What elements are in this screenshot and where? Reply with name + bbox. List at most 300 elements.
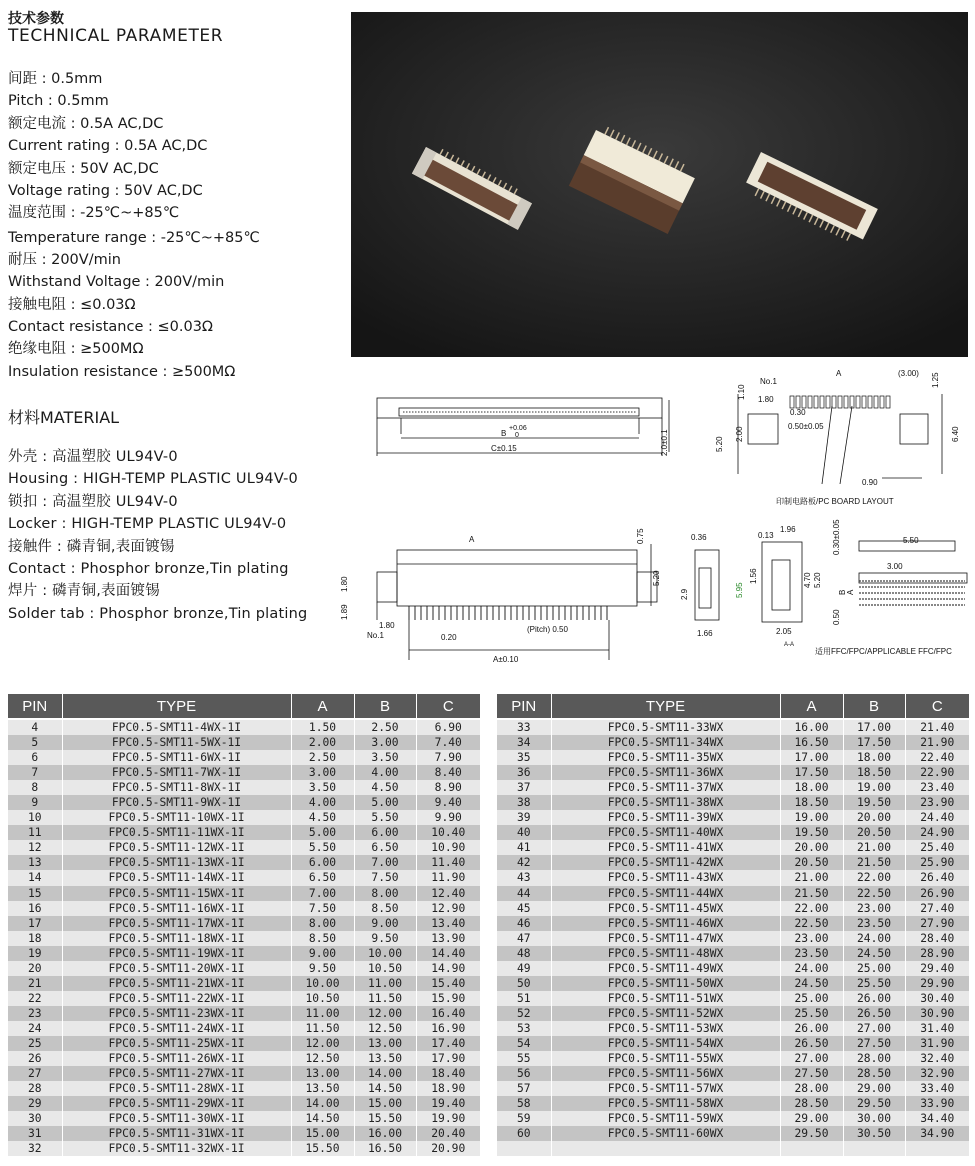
pin-cell: 34 bbox=[497, 735, 551, 750]
b-cell: 30.00 bbox=[843, 1111, 905, 1126]
side-dim-29: 2.9 bbox=[680, 588, 689, 600]
section-aa-drawing bbox=[732, 520, 822, 650]
table-row bbox=[497, 765, 969, 780]
type-cell: FPC0.5-SMT11-8WX-1I bbox=[62, 780, 291, 795]
c-cell: 10.40 bbox=[416, 825, 480, 840]
b-cell: 7.00 bbox=[354, 855, 416, 870]
b-cell: 23.00 bbox=[843, 901, 905, 916]
a-cell: 22.00 bbox=[780, 901, 843, 916]
material-list bbox=[8, 446, 307, 625]
type-cell: FPC0.5-SMT11-35WX bbox=[551, 750, 780, 765]
pin-cell: 28 bbox=[8, 1081, 62, 1096]
table-row bbox=[497, 1111, 969, 1126]
table-row bbox=[497, 825, 969, 840]
a-cell: 13.50 bbox=[291, 1081, 354, 1096]
pin-cell: 17 bbox=[8, 916, 62, 931]
pin-cell: 41 bbox=[497, 840, 551, 855]
pin-cell: 26 bbox=[8, 1051, 62, 1066]
c-cell: 33.40 bbox=[905, 1081, 969, 1096]
b-cell: 22.00 bbox=[843, 870, 905, 885]
fpc-caption: 适用FFC/FPC/APPLICABLE FFC/FPC bbox=[815, 647, 952, 656]
fpc-dim-050: 0.50 bbox=[832, 609, 841, 625]
c-cell: 31.40 bbox=[905, 1021, 969, 1036]
side-dim-166: 1.66 bbox=[697, 629, 713, 638]
dim-b-tol-dn: 0 bbox=[515, 432, 519, 439]
pcb-dim-a: A bbox=[836, 369, 842, 378]
a-cell: 6.00 bbox=[291, 855, 354, 870]
a-cell: 22.50 bbox=[780, 916, 843, 931]
b-cell: 23.50 bbox=[843, 916, 905, 931]
pin-cell: 33 bbox=[497, 719, 551, 735]
c-cell: 33.90 bbox=[905, 1096, 969, 1111]
table-row bbox=[8, 1141, 480, 1156]
table-row bbox=[8, 855, 480, 870]
b-cell: 18.50 bbox=[843, 765, 905, 780]
a-cell: 1.50 bbox=[291, 719, 354, 735]
c-cell: 15.90 bbox=[416, 991, 480, 1006]
type-cell: FPC0.5-SMT11-16WX-1I bbox=[62, 901, 291, 916]
pin-cell: 8 bbox=[8, 780, 62, 795]
col-header-b: B bbox=[354, 694, 416, 719]
type-cell: FPC0.5-SMT11-44WX bbox=[551, 886, 780, 901]
b-cell: 20.50 bbox=[843, 825, 905, 840]
a-cell bbox=[780, 1141, 843, 1156]
type-cell: FPC0.5-SMT11-37WX bbox=[551, 780, 780, 795]
pin-cell: 46 bbox=[497, 916, 551, 931]
c-cell: 34.40 bbox=[905, 1111, 969, 1126]
sec-dim-520: 5.20 bbox=[813, 572, 822, 588]
col-header-pin: PIN bbox=[497, 694, 551, 719]
table-row bbox=[497, 916, 969, 931]
table-row bbox=[8, 795, 480, 810]
type-cell: FPC0.5-SMT11-53WX bbox=[551, 1021, 780, 1036]
b-cell: 19.00 bbox=[843, 780, 905, 795]
type-cell: FPC0.5-SMT11-47WX bbox=[551, 931, 780, 946]
table-row bbox=[8, 1111, 480, 1126]
b-cell: 12.00 bbox=[354, 1006, 416, 1021]
b-cell: 29.50 bbox=[843, 1096, 905, 1111]
type-cell: FPC0.5-SMT11-55WX bbox=[551, 1051, 780, 1066]
pcb-dim-050: 0.50±0.05 bbox=[788, 422, 824, 431]
b-cell: 16.50 bbox=[354, 1141, 416, 1156]
c-cell: 16.40 bbox=[416, 1006, 480, 1021]
c-cell: 22.40 bbox=[905, 750, 969, 765]
type-cell: FPC0.5-SMT11-15WX-1I bbox=[62, 886, 291, 901]
b-cell: 2.50 bbox=[354, 719, 416, 735]
c-cell: 25.40 bbox=[905, 840, 969, 855]
a-cell: 29.50 bbox=[780, 1126, 843, 1141]
type-cell: FPC0.5-SMT11-30WX-1I bbox=[62, 1111, 291, 1126]
b-cell: 30.50 bbox=[843, 1126, 905, 1141]
b-cell: 28.00 bbox=[843, 1051, 905, 1066]
table-row bbox=[497, 991, 969, 1006]
type-cell: FPC0.5-SMT11-32WX-1I bbox=[62, 1141, 291, 1156]
param-line: 耐压 : 200V/min bbox=[8, 251, 121, 268]
param-line: 绝缘电阻 : ≥500MΩ bbox=[8, 341, 144, 358]
type-cell: FPC0.5-SMT11-38WX bbox=[551, 795, 780, 810]
b-cell: 11.00 bbox=[354, 976, 416, 991]
b-cell: 13.50 bbox=[354, 1051, 416, 1066]
a-cell: 2.00 bbox=[291, 735, 354, 750]
b-cell: 21.00 bbox=[843, 840, 905, 855]
table-row bbox=[497, 780, 969, 795]
a-cell: 27.00 bbox=[780, 1051, 843, 1066]
table-row bbox=[8, 1081, 480, 1096]
c-cell: 17.90 bbox=[416, 1051, 480, 1066]
spec-table-left bbox=[8, 694, 480, 1156]
table-row bbox=[8, 1021, 480, 1036]
pin-cell: 47 bbox=[497, 931, 551, 946]
c-cell: 7.40 bbox=[416, 735, 480, 750]
c-cell: 17.40 bbox=[416, 1036, 480, 1051]
c-cell: 29.90 bbox=[905, 976, 969, 991]
a-cell: 12.50 bbox=[291, 1051, 354, 1066]
c-cell: 26.90 bbox=[905, 886, 969, 901]
a-cell: 18.00 bbox=[780, 780, 843, 795]
c-cell: 27.40 bbox=[905, 901, 969, 916]
c-cell: 14.90 bbox=[416, 961, 480, 976]
pin-cell: 32 bbox=[8, 1141, 62, 1156]
front-dim-180b: 1.80 bbox=[379, 621, 395, 630]
param-line: Current rating : 0.5A AC,DC bbox=[8, 138, 208, 155]
material-line: Solder tab : Phosphor bronze,Tin plating bbox=[8, 605, 308, 622]
table-row bbox=[8, 825, 480, 840]
type-cell: FPC0.5-SMT11-59WX bbox=[551, 1111, 780, 1126]
pin-cell: 54 bbox=[497, 1036, 551, 1051]
param-line: Pitch : 0.5mm bbox=[8, 93, 109, 110]
pin-cell: 37 bbox=[497, 780, 551, 795]
b-cell: 6.00 bbox=[354, 825, 416, 840]
c-cell: 16.90 bbox=[416, 1021, 480, 1036]
dim-height: 2.0±0.1 bbox=[660, 429, 669, 456]
table-row bbox=[8, 991, 480, 1006]
a-cell: 16.50 bbox=[780, 735, 843, 750]
material-line: 接触件 : 磷青铜,表面镀锡 bbox=[8, 538, 175, 555]
pin-cell: 48 bbox=[497, 946, 551, 961]
a-cell: 17.00 bbox=[780, 750, 843, 765]
type-cell: FPC0.5-SMT11-9WX-1I bbox=[62, 795, 291, 810]
b-cell bbox=[843, 1141, 905, 1156]
sec-dim-196: 1.96 bbox=[780, 525, 796, 534]
table-row bbox=[497, 735, 969, 750]
pcb-dim-200: 2.00 bbox=[735, 426, 744, 442]
dim-b: B bbox=[501, 429, 507, 438]
a-cell: 14.00 bbox=[291, 1096, 354, 1111]
pin-cell: 23 bbox=[8, 1006, 62, 1021]
front-no1: No.1 bbox=[367, 631, 384, 640]
table-row bbox=[497, 1141, 969, 1156]
type-cell: FPC0.5-SMT11-41WX bbox=[551, 840, 780, 855]
a-cell: 7.00 bbox=[291, 886, 354, 901]
a-cell: 4.00 bbox=[291, 795, 354, 810]
front-dim-075: 0.75 bbox=[636, 528, 645, 544]
b-cell: 8.50 bbox=[354, 901, 416, 916]
a-cell: 12.00 bbox=[291, 1036, 354, 1051]
material-line: Locker : HIGH-TEMP PLASTIC UL94V-0 bbox=[8, 516, 287, 533]
col-header-c: C bbox=[905, 694, 969, 719]
c-cell: 8.90 bbox=[416, 780, 480, 795]
param-line: Voltage rating : 50V AC,DC bbox=[8, 182, 203, 199]
table-row bbox=[8, 750, 480, 765]
table-row bbox=[8, 735, 480, 750]
type-cell: FPC0.5-SMT11-40WX bbox=[551, 825, 780, 840]
c-cell: 11.90 bbox=[416, 870, 480, 885]
pin-cell: 18 bbox=[8, 931, 62, 946]
b-cell: 5.50 bbox=[354, 810, 416, 825]
b-cell: 27.00 bbox=[843, 1021, 905, 1036]
pin-cell: 9 bbox=[8, 795, 62, 810]
c-cell: 15.40 bbox=[416, 976, 480, 991]
type-cell: FPC0.5-SMT11-45WX bbox=[551, 901, 780, 916]
type-cell: FPC0.5-SMT11-7WX-1I bbox=[62, 765, 291, 780]
spec-table-right bbox=[497, 694, 969, 1156]
b-cell: 21.50 bbox=[843, 855, 905, 870]
c-cell: 19.90 bbox=[416, 1111, 480, 1126]
c-cell: 9.90 bbox=[416, 810, 480, 825]
fpc-dim-300: 3.00 bbox=[887, 562, 903, 571]
a-cell: 26.00 bbox=[780, 1021, 843, 1036]
table-row bbox=[8, 1006, 480, 1021]
b-cell: 15.50 bbox=[354, 1111, 416, 1126]
table-row bbox=[497, 750, 969, 765]
table-row bbox=[497, 1006, 969, 1021]
c-cell: 27.90 bbox=[905, 916, 969, 931]
b-cell: 18.00 bbox=[843, 750, 905, 765]
b-cell: 10.00 bbox=[354, 946, 416, 961]
a-cell: 2.50 bbox=[291, 750, 354, 765]
sec-dim-470: 4.70 bbox=[803, 572, 812, 588]
side-dim-036: 0.36 bbox=[691, 533, 707, 542]
sec-dim-595: 5.95 bbox=[735, 582, 744, 598]
type-cell: FPC0.5-SMT11-25WX-1I bbox=[62, 1036, 291, 1051]
a-cell: 5.50 bbox=[291, 840, 354, 855]
c-cell: 28.90 bbox=[905, 946, 969, 961]
b-cell: 12.50 bbox=[354, 1021, 416, 1036]
pin-cell: 27 bbox=[8, 1066, 62, 1081]
front-dim-020: 0.20 bbox=[441, 633, 457, 642]
type-cell: FPC0.5-SMT11-60WX bbox=[551, 1126, 780, 1141]
param-line: Contact resistance : ≤0.03Ω bbox=[8, 318, 213, 335]
pin-cell: 12 bbox=[8, 840, 62, 855]
a-cell: 7.50 bbox=[291, 901, 354, 916]
a-cell: 24.00 bbox=[780, 961, 843, 976]
pin-cell: 21 bbox=[8, 976, 62, 991]
param-line: 接触电阻 : ≤0.03Ω bbox=[8, 296, 136, 313]
front-view-drawing bbox=[337, 520, 667, 670]
table-row bbox=[8, 810, 480, 825]
pcb-dim-110: 1.10 bbox=[737, 384, 746, 400]
a-cell: 15.50 bbox=[291, 1141, 354, 1156]
table-row bbox=[8, 1036, 480, 1051]
pin-cell: 56 bbox=[497, 1066, 551, 1081]
pin-cell: 15 bbox=[8, 886, 62, 901]
a-cell: 9.00 bbox=[291, 946, 354, 961]
a-cell: 25.00 bbox=[780, 991, 843, 1006]
table-row bbox=[8, 765, 480, 780]
pin-cell: 40 bbox=[497, 825, 551, 840]
fpc-drawing bbox=[815, 515, 975, 660]
c-cell: 22.90 bbox=[905, 765, 969, 780]
b-cell: 14.50 bbox=[354, 1081, 416, 1096]
c-cell: 29.40 bbox=[905, 961, 969, 976]
a-cell: 14.50 bbox=[291, 1111, 354, 1126]
pcb-no1: No.1 bbox=[760, 377, 777, 386]
param-line: Withstand Voltage : 200V/min bbox=[8, 274, 225, 291]
pin-cell: 51 bbox=[497, 991, 551, 1006]
pin-cell: 44 bbox=[497, 886, 551, 901]
c-cell: 32.40 bbox=[905, 1051, 969, 1066]
pin-cell: 20 bbox=[8, 961, 62, 976]
pcb-dim-125: 1.25 bbox=[931, 372, 940, 388]
a-cell: 4.50 bbox=[291, 810, 354, 825]
b-cell: 20.00 bbox=[843, 810, 905, 825]
type-cell: FPC0.5-SMT11-6WX-1I bbox=[62, 750, 291, 765]
table-row bbox=[497, 946, 969, 961]
c-cell: 18.40 bbox=[416, 1066, 480, 1081]
c-cell: 12.90 bbox=[416, 901, 480, 916]
table-row bbox=[8, 719, 480, 735]
col-header-a: A bbox=[291, 694, 354, 719]
type-cell: FPC0.5-SMT11-31WX-1I bbox=[62, 1126, 291, 1141]
c-cell: 18.90 bbox=[416, 1081, 480, 1096]
a-cell: 28.50 bbox=[780, 1096, 843, 1111]
b-cell: 7.50 bbox=[354, 870, 416, 885]
table-row bbox=[497, 1066, 969, 1081]
pin-cell: 50 bbox=[497, 976, 551, 991]
b-cell: 22.50 bbox=[843, 886, 905, 901]
table-row bbox=[8, 1096, 480, 1111]
type-cell: FPC0.5-SMT11-36WX bbox=[551, 765, 780, 780]
a-cell: 13.00 bbox=[291, 1066, 354, 1081]
pin-cell: 53 bbox=[497, 1021, 551, 1036]
a-cell: 21.00 bbox=[780, 870, 843, 885]
b-cell: 14.00 bbox=[354, 1066, 416, 1081]
pin-cell: 10 bbox=[8, 810, 62, 825]
a-cell: 11.50 bbox=[291, 1021, 354, 1036]
c-cell: 23.40 bbox=[905, 780, 969, 795]
type-cell: FPC0.5-SMT11-11WX-1I bbox=[62, 825, 291, 840]
a-cell: 18.50 bbox=[780, 795, 843, 810]
pin-cell: 52 bbox=[497, 1006, 551, 1021]
b-cell: 25.00 bbox=[843, 961, 905, 976]
b-cell: 4.50 bbox=[354, 780, 416, 795]
a-cell: 5.00 bbox=[291, 825, 354, 840]
type-cell: FPC0.5-SMT11-28WX-1I bbox=[62, 1081, 291, 1096]
param-line: 间距 : 0.5mm bbox=[8, 71, 103, 87]
material-line: 锁扣 : 高温塑胶 UL94V-0 bbox=[8, 493, 178, 510]
c-cell: 31.90 bbox=[905, 1036, 969, 1051]
table-row bbox=[497, 810, 969, 825]
table-row bbox=[497, 840, 969, 855]
type-cell: FPC0.5-SMT11-26WX-1I bbox=[62, 1051, 291, 1066]
c-cell: 25.90 bbox=[905, 855, 969, 870]
material-title: 材料MATERIAL bbox=[8, 408, 120, 427]
type-cell: FPC0.5-SMT11-18WX-1I bbox=[62, 931, 291, 946]
b-cell: 26.00 bbox=[843, 991, 905, 1006]
a-cell: 19.00 bbox=[780, 810, 843, 825]
b-cell: 16.00 bbox=[354, 1126, 416, 1141]
b-cell: 25.50 bbox=[843, 976, 905, 991]
table-row bbox=[497, 1021, 969, 1036]
front-dim-180a: 1.80 bbox=[340, 576, 349, 592]
b-cell: 26.50 bbox=[843, 1006, 905, 1021]
table-row bbox=[8, 916, 480, 931]
type-cell: FPC0.5-SMT11-33WX bbox=[551, 719, 780, 735]
c-cell: 8.40 bbox=[416, 765, 480, 780]
front-dim-189: 1.89 bbox=[340, 604, 349, 620]
table-row bbox=[8, 780, 480, 795]
pin-cell bbox=[497, 1141, 551, 1156]
pin-cell: 43 bbox=[497, 870, 551, 885]
pin-cell: 14 bbox=[8, 870, 62, 885]
table-row bbox=[8, 870, 480, 885]
type-cell: FPC0.5-SMT11-4WX-1I bbox=[62, 719, 291, 735]
pin-cell: 11 bbox=[8, 825, 62, 840]
type-cell: FPC0.5-SMT11-57WX bbox=[551, 1081, 780, 1096]
pcb-caption: 印制电路板/PC BOARD LAYOUT bbox=[776, 497, 894, 506]
front-dim-a010: A±0.10 bbox=[493, 655, 519, 664]
a-cell: 16.00 bbox=[780, 719, 843, 735]
pcb-dim-090: 0.90 bbox=[862, 478, 878, 487]
fpc-dim-b: B bbox=[838, 589, 847, 595]
spec-table-left-body bbox=[8, 719, 480, 1156]
material-line: Housing : HIGH-TEMP PLASTIC UL94V-0 bbox=[8, 471, 298, 488]
dim-b-tol-up: +0.06 bbox=[509, 425, 527, 432]
pcb-dim-640: 6.40 bbox=[951, 426, 960, 442]
pin-cell: 35 bbox=[497, 750, 551, 765]
a-cell: 11.00 bbox=[291, 1006, 354, 1021]
type-cell: FPC0.5-SMT11-48WX bbox=[551, 946, 780, 961]
pin-cell: 30 bbox=[8, 1111, 62, 1126]
type-cell: FPC0.5-SMT11-24WX-1I bbox=[62, 1021, 291, 1036]
a-cell: 17.50 bbox=[780, 765, 843, 780]
col-header-type: TYPE bbox=[62, 694, 291, 719]
b-cell: 3.00 bbox=[354, 735, 416, 750]
material-line: 外壳 : 高温塑胶 UL94V-0 bbox=[8, 449, 178, 465]
c-cell: 20.90 bbox=[416, 1141, 480, 1156]
a-cell: 23.50 bbox=[780, 946, 843, 961]
pin-cell: 13 bbox=[8, 855, 62, 870]
table-row bbox=[497, 795, 969, 810]
sec-dim-156: 1.56 bbox=[749, 568, 758, 584]
table-row bbox=[8, 931, 480, 946]
a-cell: 10.50 bbox=[291, 991, 354, 1006]
c-cell: 11.40 bbox=[416, 855, 480, 870]
material-line: Contact : Phosphor bronze,Tin plating bbox=[8, 560, 289, 577]
table-row bbox=[497, 1126, 969, 1141]
sec-dim-013: 0.13 bbox=[758, 531, 774, 540]
table-row bbox=[497, 719, 969, 735]
a-cell: 6.50 bbox=[291, 870, 354, 885]
table-row bbox=[497, 976, 969, 991]
a-cell: 29.00 bbox=[780, 1111, 843, 1126]
type-cell: FPC0.5-SMT11-22WX-1I bbox=[62, 991, 291, 1006]
pin-cell: 58 bbox=[497, 1096, 551, 1111]
type-cell: FPC0.5-SMT11-58WX bbox=[551, 1096, 780, 1111]
front-dim-520: 5.20 bbox=[652, 570, 661, 586]
type-cell: FPC0.5-SMT11-19WX-1I bbox=[62, 946, 291, 961]
b-cell: 17.50 bbox=[843, 735, 905, 750]
a-cell: 25.50 bbox=[780, 1006, 843, 1021]
a-cell: 26.50 bbox=[780, 1036, 843, 1051]
dim-c: C±0.15 bbox=[491, 444, 517, 453]
b-cell: 27.50 bbox=[843, 1036, 905, 1051]
b-cell: 28.50 bbox=[843, 1066, 905, 1081]
table-row bbox=[497, 901, 969, 916]
table-row bbox=[8, 840, 480, 855]
table-row bbox=[497, 870, 969, 885]
type-cell: FPC0.5-SMT11-12WX-1I bbox=[62, 840, 291, 855]
